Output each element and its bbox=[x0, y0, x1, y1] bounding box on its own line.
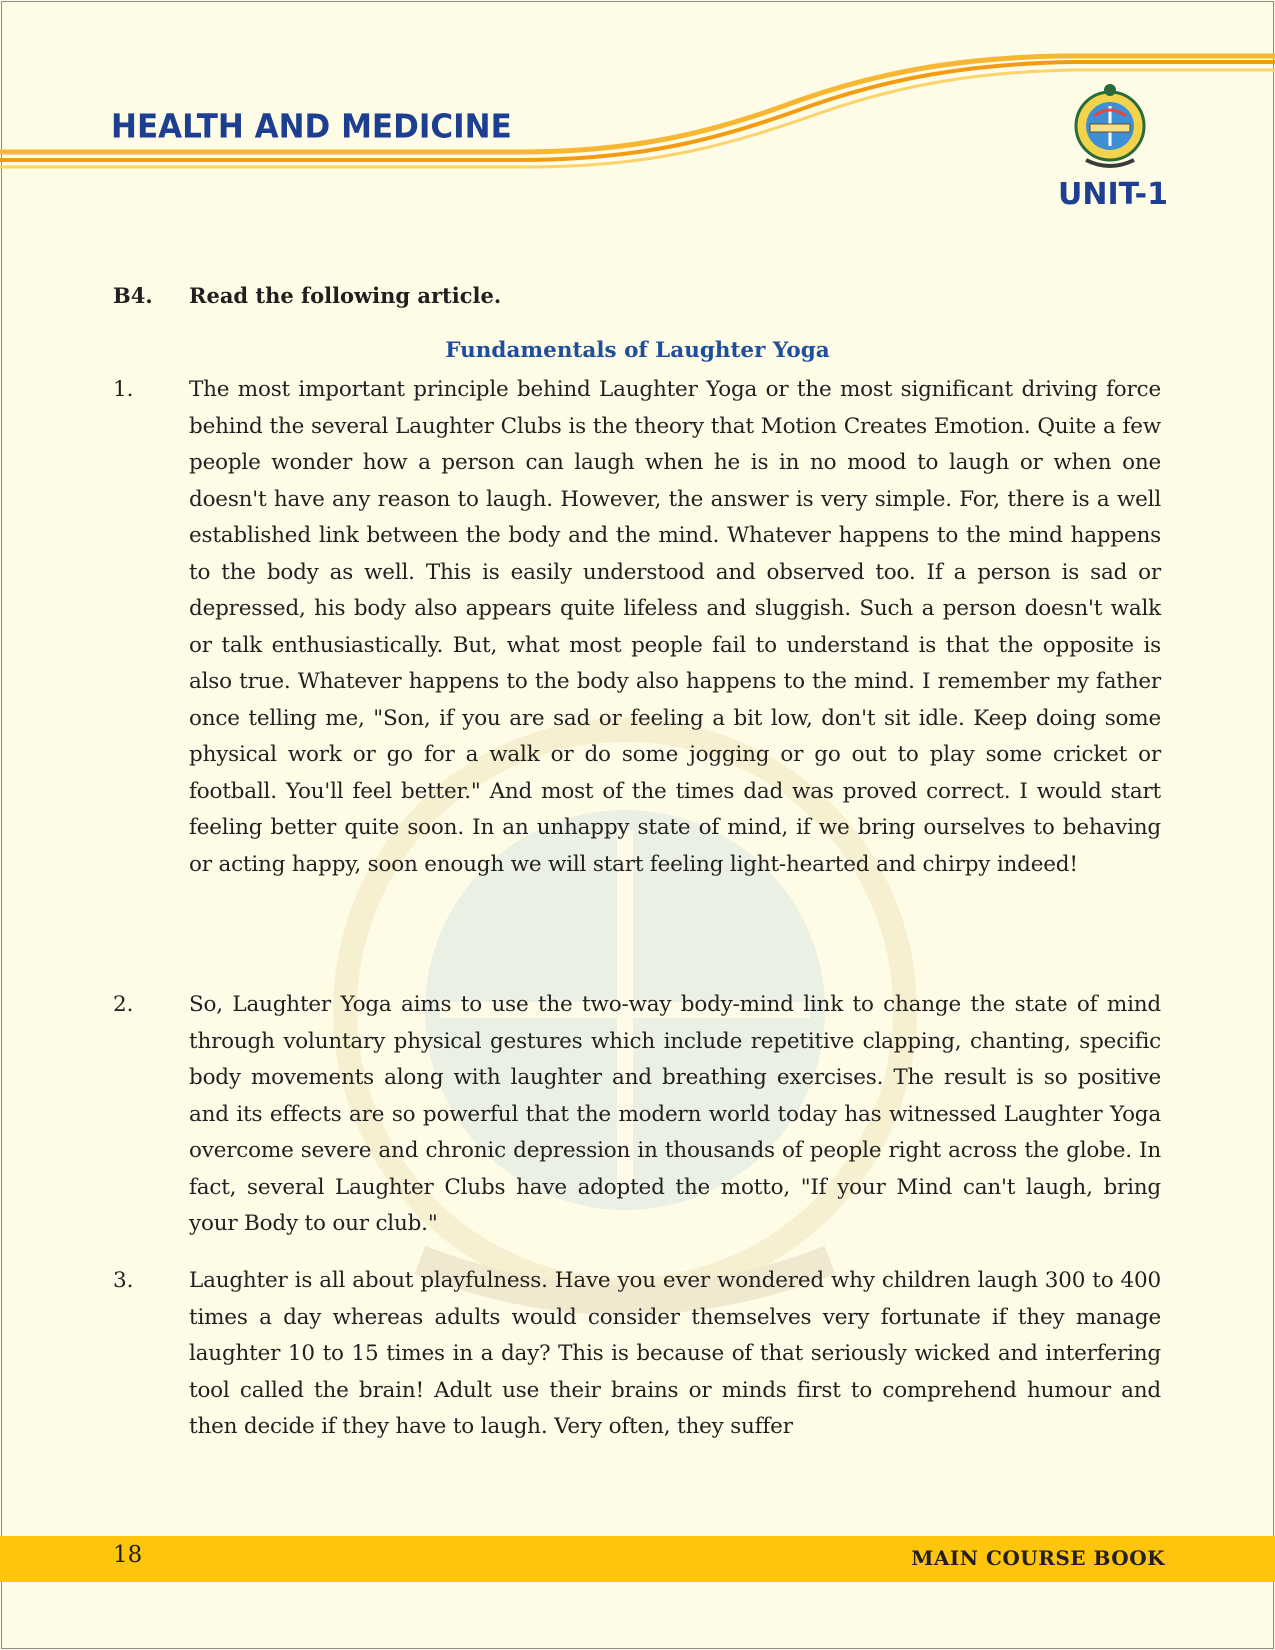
unit-label: UNIT-1 bbox=[1058, 177, 1169, 212]
question-number: B4. bbox=[113, 283, 153, 308]
paragraph-number: 3. bbox=[113, 1268, 134, 1293]
question-instruction: Read the following article. bbox=[189, 283, 502, 308]
section-title: HEALTH AND MEDICINE bbox=[111, 108, 512, 146]
page-number: 18 bbox=[113, 1542, 143, 1568]
article-title: Fundamentals of Laughter Yoga bbox=[445, 338, 830, 363]
book-name: MAIN COURSE BOOK bbox=[911, 1546, 1165, 1570]
paragraph-text: The most important principle behind Laughter Yoga or the most significant driving force behind the several Laughter Clubs is the theory that Motion Creates Emotion. Quite a few people wonder how a person can laugh when he is in no mood to laugh or when one doesn't have any reason to laugh. However, the answer is very simple. For, there is a well established link between the body and the mind. Whatever happens to the mind happens to the body as well. This is easily understood and observed too. If a person is sad or depressed, his body also appears quite lifeless and sluggish. Such a person doesn't walk or talk enthusiastically. But, what most people fail to understand is that the opposite is also true. Whatever happens to the body also happens to the mind. I remember my father once telling me, "Son, if you are sad or feeling a bit low, don't sit idle. Keep doing some physical work or go for a walk or do some jogging or go out to play some cricket or football. You'll feel better." And most of the times dad was proved correct. I would start feeling better quite soon. In an unhappy state of mind, if we bring ourselves to behaving or acting happy, soon enough we will start feeling light-hearted and chirpy indeed! bbox=[189, 377, 1161, 877]
paragraph-number: 1. bbox=[113, 377, 134, 402]
paragraph-text: So, Laughter Yoga aims to use the two-way body-mind link to change the state of mind through voluntary physical gestures which include repetitive clapping, chanting, specific body movements along with laughter and breathing exercises. The result is so positive and its effects are so powerful that the modern world today has witnessed Laughter Yoga overcome severe and chronic depression in thousands of people right across the globe. In fact, several Laughter Clubs have adopted the motto, "If your Mind can't laugh, bring your Body to our club." bbox=[189, 992, 1161, 1236]
paragraph-text: Laughter is all about playfulness. Have you ever wondered why children laugh 300 to 400 times a day whereas adults would consider themselves very fortunate if they manage laughter 10 to 15 times in a day? This is because of that seriously wicked and interfering tool called the brain! Adult use their brains or minds first to comprehend humour and then decide if they have to laugh. Very often, they suffer bbox=[189, 1268, 1161, 1439]
paragraph-number: 2. bbox=[113, 992, 134, 1017]
school-emblem-logo bbox=[1068, 80, 1152, 180]
